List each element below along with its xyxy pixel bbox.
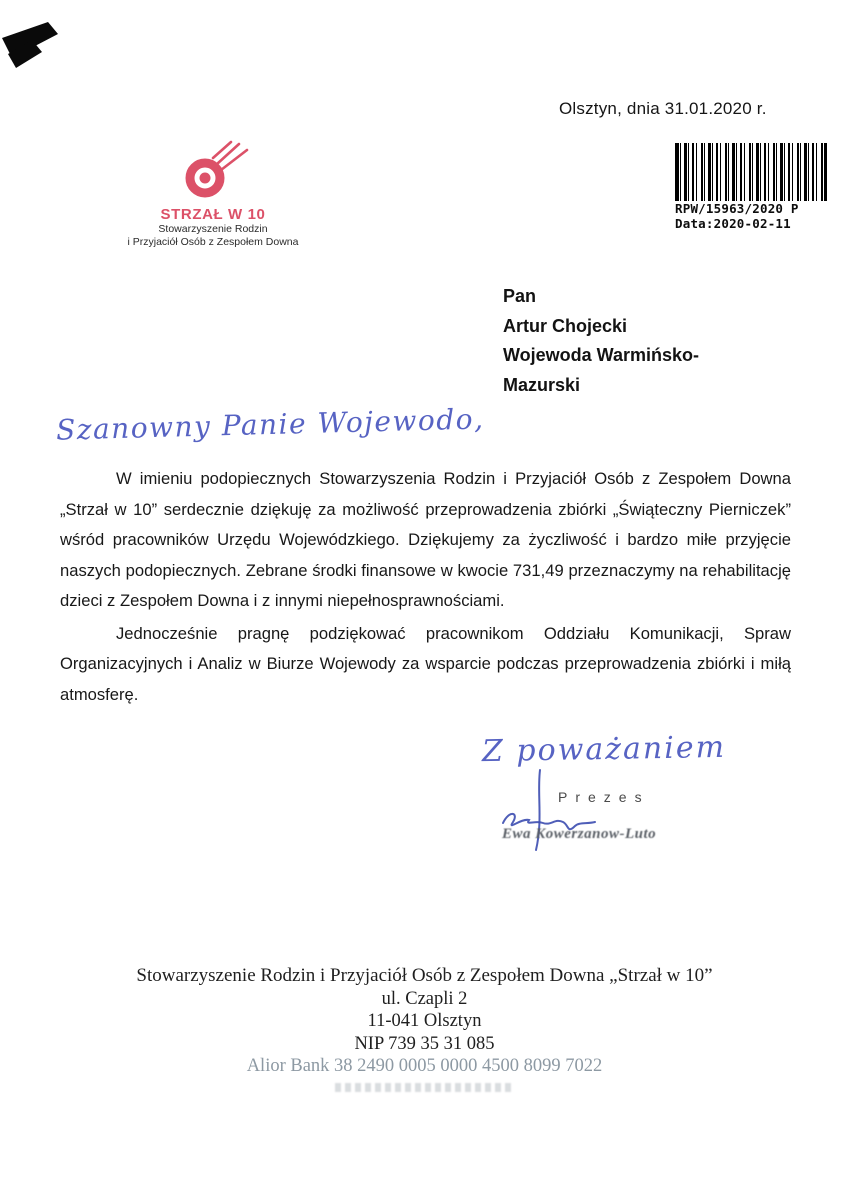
letter-footer [0,965,849,1092]
faded-scan-text-artifact [335,1083,515,1092]
footer-bank-account: Alior Bank 38 2490 0005 0000 4500 8099 7022 [246,1056,603,1076]
addressee-line-3: Wojewoda Warmińsko- [503,345,700,365]
addressee-line-4: Mazurski [503,374,581,395]
addressee-block [503,282,699,400]
logo-title: STRZAŁ W 10 [160,206,266,223]
footer-street: ul. Czapli 2 [381,988,468,1009]
org-logo [103,138,323,249]
registry-stamp [675,143,823,230]
footer-org-name: Stowarzyszenie Rodzin i Przyjaciół Osób z Zespołem Downa „Strzał w 10” [136,965,713,986]
body-paragraph-2: Jednocześnie pragnę podziękować pracownikom Oddziału Komunikacji, Spraw Organizacyjnych i Analiz w Biurze Wojewody za wsparcie podczas przeprowadzenia zbiórki i miłą atmosferę. [60,623,791,704]
footer-city: 11-041 Olsztyn [367,1011,482,1031]
logo-subtitle-line1: Stowarzyszenie Rodzin [158,223,268,235]
handwritten-closing: Z poważaniem [481,729,727,770]
signer-name: Ewa Kowerzanow-Luto [502,826,657,842]
handwritten-greeting: Szanowny Panie Wojewodo, [55,402,485,447]
addressee-line-2: Artur Chojecki [503,315,628,336]
date-line: Olsztyn, dnia 31.01.2020 r. [559,99,767,118]
addressee-line-1: Pan [503,286,537,306]
footer-nip: NIP 739 35 31 085 [354,1033,495,1054]
logo-subtitle-line2: i Przyjaciół Osób z Zespołem Downa [127,236,299,248]
registry-number: RPW/15963/2020 P [675,201,799,216]
barcode [675,143,827,201]
letter-body [60,464,791,710]
scan-corner-artifact [2,20,72,80]
registry-date: Data:2020-02-11 [675,215,791,231]
body-paragraph-1: W imieniu podopiecznych Stowarzyszenia Rodzin i Przyjaciół Osób z Zespołem Downa „Strzał w 10” serdecznie dziękuję za możliwość przeprowadzenia zbiórki „Świąteczny Pierniczek” wśród pracowników Urzędu Wojewódzkiego. Dziękujemy za życzliwość i bardzo miłe przyjęcie naszych podopiecznych. Zebrane środki finansowe w kwocie 731,49 przeznaczymy na rehabilitację dzieci z Zespołem Downa i z innymi niepełnosprawnościami. [60,469,791,610]
target-arrow-logo-icon [171,138,255,204]
signer-title: Prezes [558,789,650,805]
